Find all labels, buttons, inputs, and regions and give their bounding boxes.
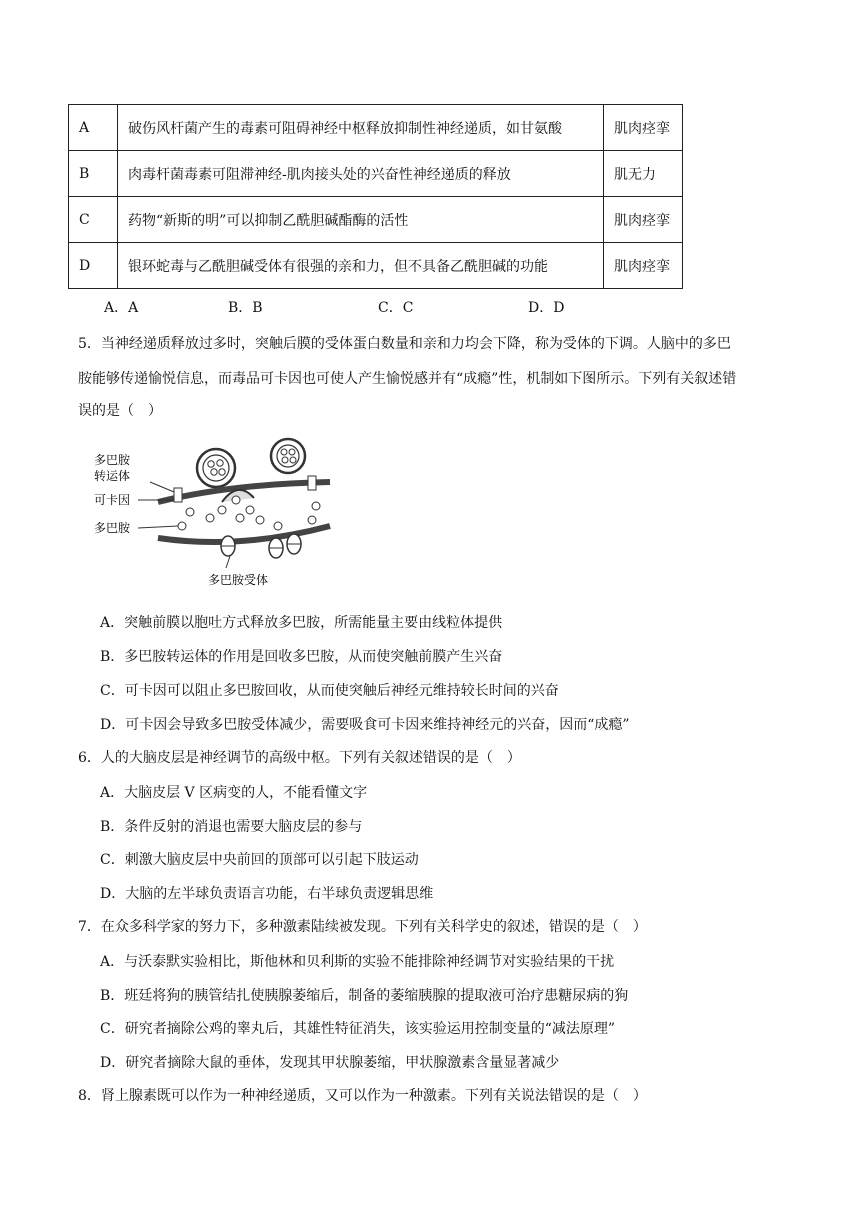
q7-option-d[interactable]: D．研究者摘除大鼠的垂体，发现其甲状腺萎缩，甲状腺激素含量显著减少 bbox=[100, 1055, 560, 1071]
dopamine-molecules bbox=[178, 502, 320, 530]
vesicle-right bbox=[271, 439, 305, 473]
row-key: D bbox=[69, 243, 118, 289]
row-key: C bbox=[69, 197, 118, 243]
q6-option-a[interactable]: A．大脑皮层 V 区病变的人，不能看懂文字 bbox=[100, 785, 368, 801]
label-leader bbox=[226, 556, 230, 568]
q6-stem: 6．人的大脑皮层是神经调节的高级中枢。下列有关叙述错误的是（ ） bbox=[78, 750, 521, 766]
transporter-left bbox=[174, 488, 182, 502]
label-receptor: 多巴胺受体 bbox=[208, 573, 269, 587]
q7-option-b[interactable]: B．班廷将狗的胰管结扎使胰腺萎缩后，制备的萎缩胰腺的提取液可治疗患糖尿病的狗 bbox=[100, 988, 629, 1004]
label-leader bbox=[138, 526, 178, 528]
row-symptom: 肌肉痉挛 bbox=[604, 243, 683, 289]
row-key: A bbox=[69, 105, 118, 151]
label-transporter-1: 多巴胺 bbox=[94, 453, 131, 467]
row-mechanism: 药物“新斯的明”可以抑制乙酰胆碱酯酶的活性 bbox=[118, 197, 604, 243]
row-mechanism: 肉毒杆菌毒素可阻滞神经-肌肉接头处的兴奋性神经递质的释放 bbox=[118, 151, 604, 197]
transporter-right bbox=[308, 476, 316, 490]
q7-stem: 7．在众多科学家的努力下，多种激素陆续被发现。下列有关科学史的叙述，错误的是（ ） bbox=[78, 919, 647, 935]
row-symptom: 肌无力 bbox=[604, 151, 683, 197]
q8-stem: 8．肾上腺素既可以作为一种神经递质，又可以作为一种激素。下列有关说法错误的是（ ） bbox=[78, 1088, 647, 1104]
label-leader bbox=[150, 482, 174, 492]
row-mechanism: 银环蛇毒与乙酰胆碱受体有很强的亲和力，但不具备乙酰胆碱的功能 bbox=[118, 243, 604, 289]
q6-option-c[interactable]: C．刺激大脑皮层中央前回的顶部可以引起下肢运动 bbox=[100, 852, 419, 868]
options-table bbox=[68, 104, 683, 289]
row-symptom: 肌肉痉挛 bbox=[604, 105, 683, 151]
q5-option-a[interactable]: A．突触前膜以胞吐方式释放多巴胺，所需能量主要由线粒体提供 bbox=[100, 615, 503, 631]
label-dopamine: 多巴胺 bbox=[94, 521, 131, 535]
answer-option-a[interactable]: A．A bbox=[104, 300, 139, 316]
q5-stem-line-2: 胺能够传递愉悦信息，而毒品可卡因也可使人产生愉悦感并有“成瘾”性，机制如下图所示。下列有关叙述错 bbox=[78, 371, 737, 387]
row-mechanism: 破伤风杆菌产生的毒素可阻碍神经中枢释放抑制性神经递质，如甘氨酸 bbox=[118, 105, 604, 151]
q7-option-c[interactable]: C．研究者摘除公鸡的睾丸后，其雄性特征消失，该实验运用控制变量的“减法原理” bbox=[100, 1021, 616, 1037]
q5-stem-line-3: 误的是（ ） bbox=[78, 403, 162, 419]
answer-option-c[interactable]: C．C bbox=[378, 300, 414, 316]
row-key: B bbox=[69, 151, 118, 197]
q5-stem-line-1: 5．当神经递质释放过多时，突触后膜的受体蛋白数量和亲和力均会下降，称为受体的下调。人脑中的多巴 bbox=[78, 336, 731, 352]
table-row bbox=[69, 197, 683, 243]
q5-option-b[interactable]: B．多巴胺转运体的作用是回收多巴胺，从而使突触前膜产生兴奋 bbox=[100, 649, 503, 665]
synapse-diagram bbox=[90, 430, 350, 590]
q5-option-d[interactable]: D．可卡因会导致多巴胺受体减少，需要吸食可卡因来维持神经元的兴奋，因而“成瘾” bbox=[100, 717, 630, 733]
table-row bbox=[69, 243, 683, 289]
answer-option-b[interactable]: B．B bbox=[228, 300, 263, 316]
vesicle-left bbox=[197, 449, 235, 487]
table-row bbox=[69, 105, 683, 151]
q5-option-c[interactable]: C．可卡因可以阻止多巴胺回收，从而使突触后神经元维持较长时间的兴奋 bbox=[100, 683, 559, 699]
table-row bbox=[69, 151, 683, 197]
row-symptom: 肌肉痉挛 bbox=[604, 197, 683, 243]
q6-option-d[interactable]: D．大脑的左半球负责语言功能，右半球负责逻辑思维 bbox=[100, 886, 434, 902]
label-transporter-2: 转运体 bbox=[94, 469, 131, 483]
label-cocaine: 可卡因 bbox=[94, 493, 131, 507]
q7-option-a[interactable]: A．与沃泰默实验相比，斯他林和贝利斯的实验不能排除神经调节对实验结果的干扰 bbox=[100, 954, 615, 970]
answer-option-d[interactable]: D．D bbox=[528, 300, 565, 316]
q6-option-b[interactable]: B．条件反射的消退也需要大脑皮层的参与 bbox=[100, 819, 363, 835]
